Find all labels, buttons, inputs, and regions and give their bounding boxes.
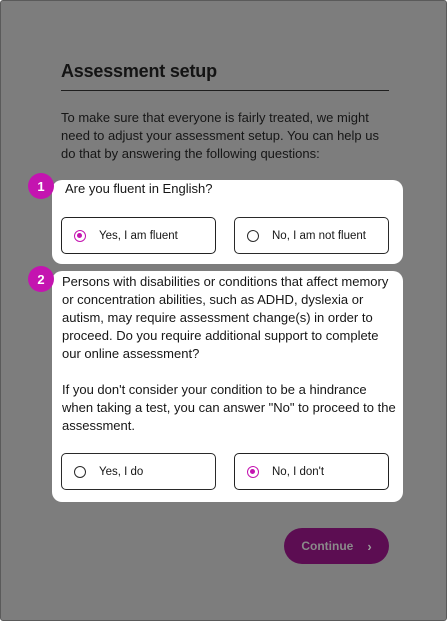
page-title: Assessment setup <box>61 61 217 81</box>
radio-checked-icon[interactable] <box>247 466 259 478</box>
radio-unchecked-icon[interactable] <box>247 230 259 242</box>
option-label: No, I don't <box>272 465 325 478</box>
option-not-fluent[interactable] <box>234 217 389 254</box>
option-yes-fluent[interactable] <box>61 217 216 254</box>
option-label: Yes, I do <box>99 465 144 478</box>
continue-button[interactable] <box>284 528 389 564</box>
question-1-text: Are you fluent in English? <box>65 181 213 196</box>
title-divider <box>61 90 389 91</box>
radio-unchecked-icon[interactable] <box>74 466 86 478</box>
continue-label: Continue <box>301 539 354 553</box>
question-2-note: If you don't consider your condition to be a hindrance when taking a test, you can answer "No" to proceed to the assessment. <box>62 382 396 433</box>
option-label: Yes, I am fluent <box>99 229 178 242</box>
option-no-i-dont[interactable] <box>234 453 389 490</box>
option-yes-i-do[interactable] <box>61 453 216 490</box>
radio-checked-icon[interactable] <box>74 230 86 242</box>
question-2-text: Persons with disabilities or conditions that affect memory or concentration abilities, such as ADHD, dyslexia or autism, may require assessment change(s) in order to proceed. Do you require additional support to complete our online assessment? <box>62 274 389 361</box>
question-number-badge: 1 <box>28 173 54 199</box>
option-label: No, I am not fluent <box>272 229 366 242</box>
intro-text: To make sure that everyone is fairly treated, we might need to adjust your assessment setup. You can help us do that by answering the following questions: <box>61 110 379 161</box>
question-number-badge: 2 <box>28 266 54 292</box>
chevron-right-icon: › <box>367 538 372 554</box>
